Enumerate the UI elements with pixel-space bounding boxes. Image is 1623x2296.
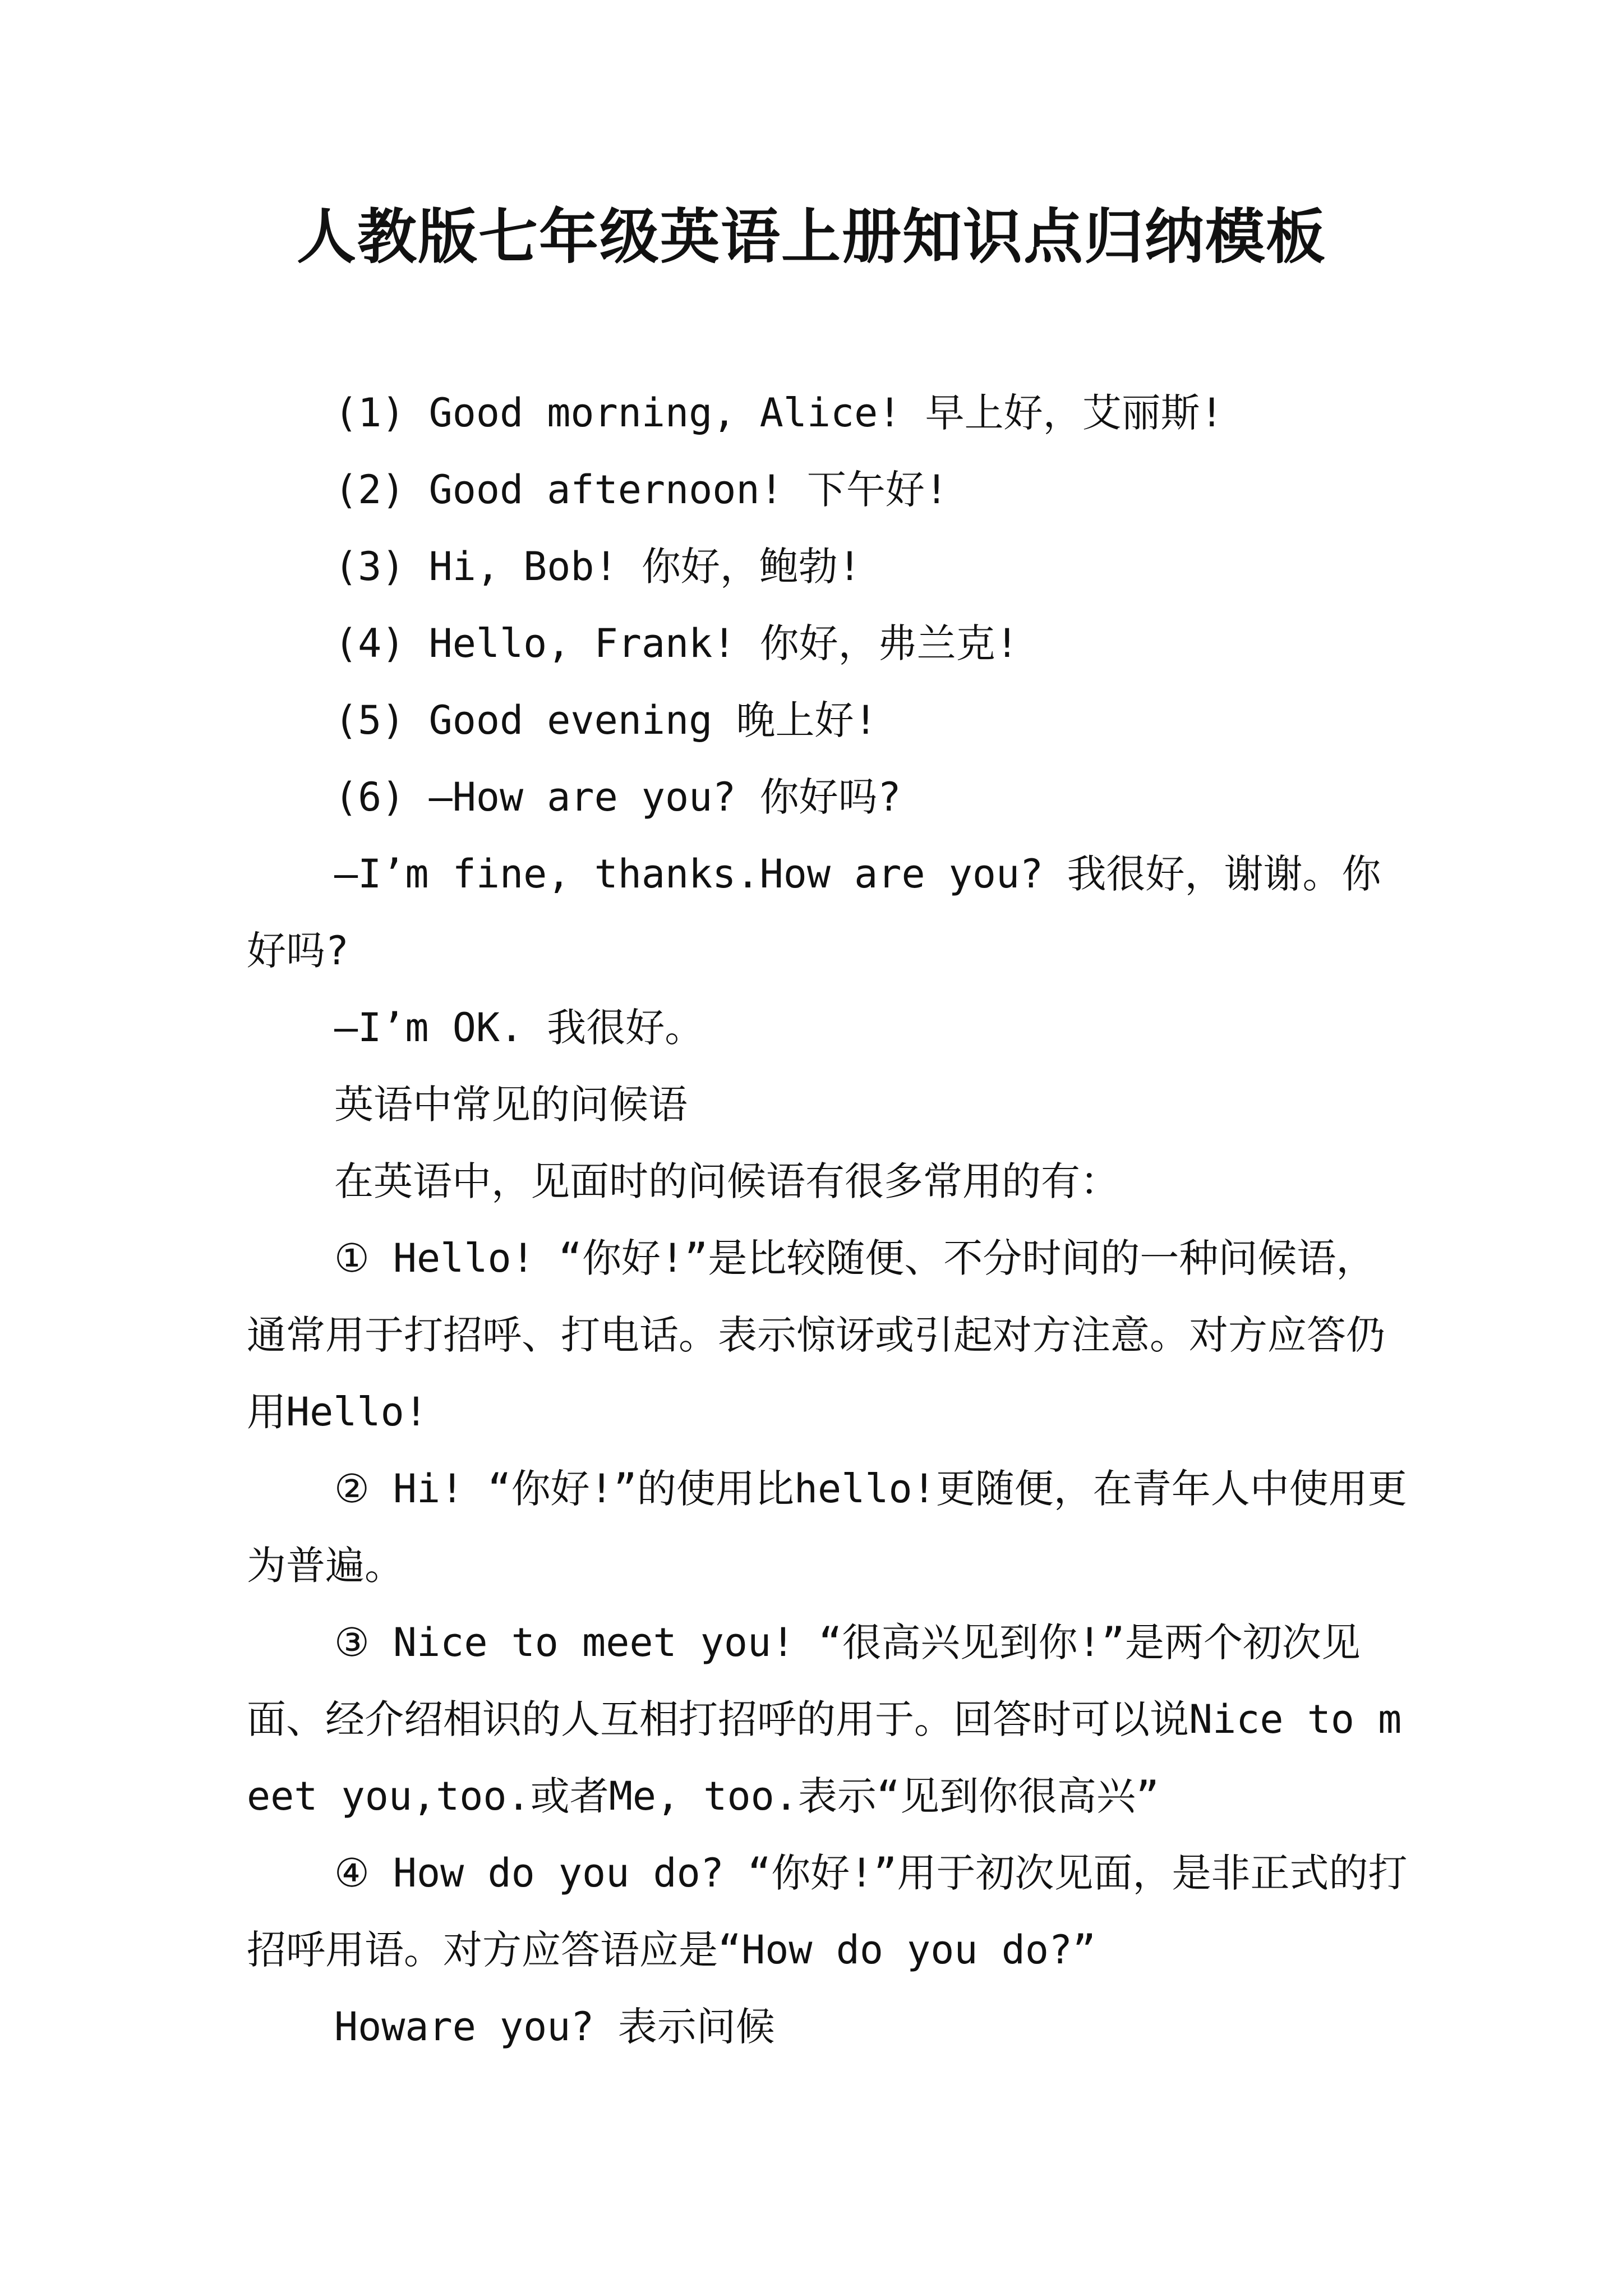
paragraph: ③ Nice to meet you! “很高兴见到你!”是两个初次见面、经介绍相识的人互相打招呼的用于。回答时可以说Nice to meet you,too.或者Me, too.表示“见到你很高兴”	[247, 1619, 1402, 1819]
document-title: 人教版七年级英语上册知识点归纳模板	[297, 201, 1326, 272]
paragraph: (1) Good morning, Alice! 早上好，艾丽斯!	[334, 390, 1224, 436]
paragraph: 在英语中，见面时的问候语有很多常用的有：	[334, 1158, 1119, 1204]
section-heading: 英语中常见的问候语	[334, 1082, 688, 1128]
paragraph: Howare you? 表示问候	[334, 2004, 775, 2050]
paragraph: —I’m OK. 我很好。	[334, 1005, 704, 1051]
paragraph: ② Hi! “你好!”的使用比hello!更随便，在青年人中使用更为普遍。	[247, 1466, 1407, 1589]
paragraph: ① Hello! “你好!”是比较随便、不分时间的一种问候语，通常用于打招呼、打电话。表示惊讶或引起对方注意。对方应答仍用Hello!	[247, 1235, 1385, 1435]
paragraph: (3) Hi, Bob! 你好，鲍勃!	[334, 544, 862, 590]
paragraph: (2) Good afternoon! 下午好!	[334, 467, 949, 513]
document-body	[247, 375, 1413, 2065]
paragraph: —I’m fine, thanks.How are you? 我很好，谢谢。你好吗?	[247, 851, 1381, 974]
paragraph: (4) Hello, Frank! 你好，弗兰克!	[334, 620, 1019, 666]
paragraph: (6) —How are you? 你好吗?	[334, 774, 901, 820]
paragraph: ④ How do you do? “你好!”用于初次见面，是非正式的打招呼用语。对方应答语应是“How do you do?”	[247, 1850, 1408, 1973]
paragraph: (5) Good evening 晚上好!	[334, 697, 878, 743]
